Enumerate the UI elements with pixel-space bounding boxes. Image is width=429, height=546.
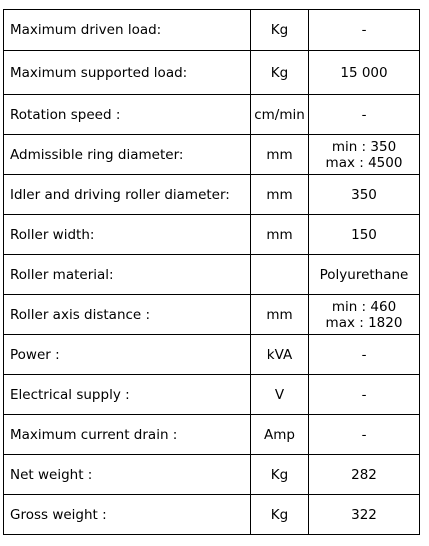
specifications-table: [3, 9, 420, 535]
table-row: [4, 255, 420, 295]
spec-value: [309, 495, 420, 535]
table-row: [4, 135, 420, 175]
spec-label: Rotation speed :: [4, 95, 251, 135]
spec-value: [309, 51, 420, 95]
spec-label: Net weight :: [4, 455, 251, 495]
spec-unit: Kg: [251, 495, 309, 535]
spec-value-line: -: [361, 426, 367, 443]
spec-unit: Kg: [251, 10, 309, 51]
spec-value: [309, 455, 420, 495]
spec-unit: mm: [251, 295, 309, 335]
spec-unit: kVA: [251, 335, 309, 375]
spec-unit: cm/min: [251, 95, 309, 135]
spec-value: [309, 10, 420, 51]
spec-value-line: -: [361, 106, 367, 123]
spec-value-line: max : 4500: [325, 154, 403, 171]
spec-value-line: 282: [351, 466, 377, 483]
spec-value-line: Polyurethane: [319, 266, 409, 283]
spec-label: Admissible ring diameter:: [4, 135, 251, 175]
spec-unit: Kg: [251, 51, 309, 95]
table-row: [4, 95, 420, 135]
table-row: [4, 495, 420, 535]
spec-label: Roller axis distance :: [4, 295, 251, 335]
spec-label: Roller width:: [4, 215, 251, 255]
spec-label: Idler and driving roller diameter:: [4, 175, 251, 215]
spec-value: [309, 255, 420, 295]
spec-value-line: min : 460: [331, 298, 397, 315]
spec-value-line: max : 1820: [325, 314, 403, 331]
table-row: [4, 10, 420, 51]
spec-value: [309, 175, 420, 215]
spec-label: Power :: [4, 335, 251, 375]
table-row: [4, 375, 420, 415]
spec-value: [309, 415, 420, 455]
spec-value-line: 322: [351, 506, 377, 523]
spec-label: Maximum supported load:: [4, 51, 251, 95]
spec-unit: mm: [251, 135, 309, 175]
spec-label: Electrical supply :: [4, 375, 251, 415]
table-row: [4, 335, 420, 375]
table-row: [4, 215, 420, 255]
spec-value: [309, 295, 420, 335]
spec-label: Maximum current drain :: [4, 415, 251, 455]
spec-unit: V: [251, 375, 309, 415]
table-row: [4, 415, 420, 455]
spec-value: [309, 335, 420, 375]
specifications-body: [4, 10, 420, 535]
table-row: [4, 295, 420, 335]
table-row: [4, 455, 420, 495]
spec-value: [309, 95, 420, 135]
spec-value: [309, 215, 420, 255]
spec-value-line: -: [361, 386, 367, 403]
spec-unit: Amp: [251, 415, 309, 455]
spec-value-line: 15 000: [340, 64, 388, 81]
spec-value-line: 150: [351, 226, 377, 243]
spec-unit: [251, 255, 309, 295]
spec-label: Maximum driven load:: [4, 10, 251, 51]
spec-value: [309, 375, 420, 415]
spec-value: [309, 135, 420, 175]
spec-label: Roller material:: [4, 255, 251, 295]
spec-value-line: -: [361, 22, 367, 38]
spec-unit: Kg: [251, 455, 309, 495]
spec-value-line: -: [361, 346, 367, 363]
spec-unit: mm: [251, 175, 309, 215]
spec-value-line: min : 350: [331, 138, 397, 155]
spec-value-line: 350: [351, 186, 377, 203]
table-row: [4, 51, 420, 95]
spec-unit: mm: [251, 215, 309, 255]
table-row: [4, 175, 420, 215]
spec-label: Gross weight :: [4, 495, 251, 535]
